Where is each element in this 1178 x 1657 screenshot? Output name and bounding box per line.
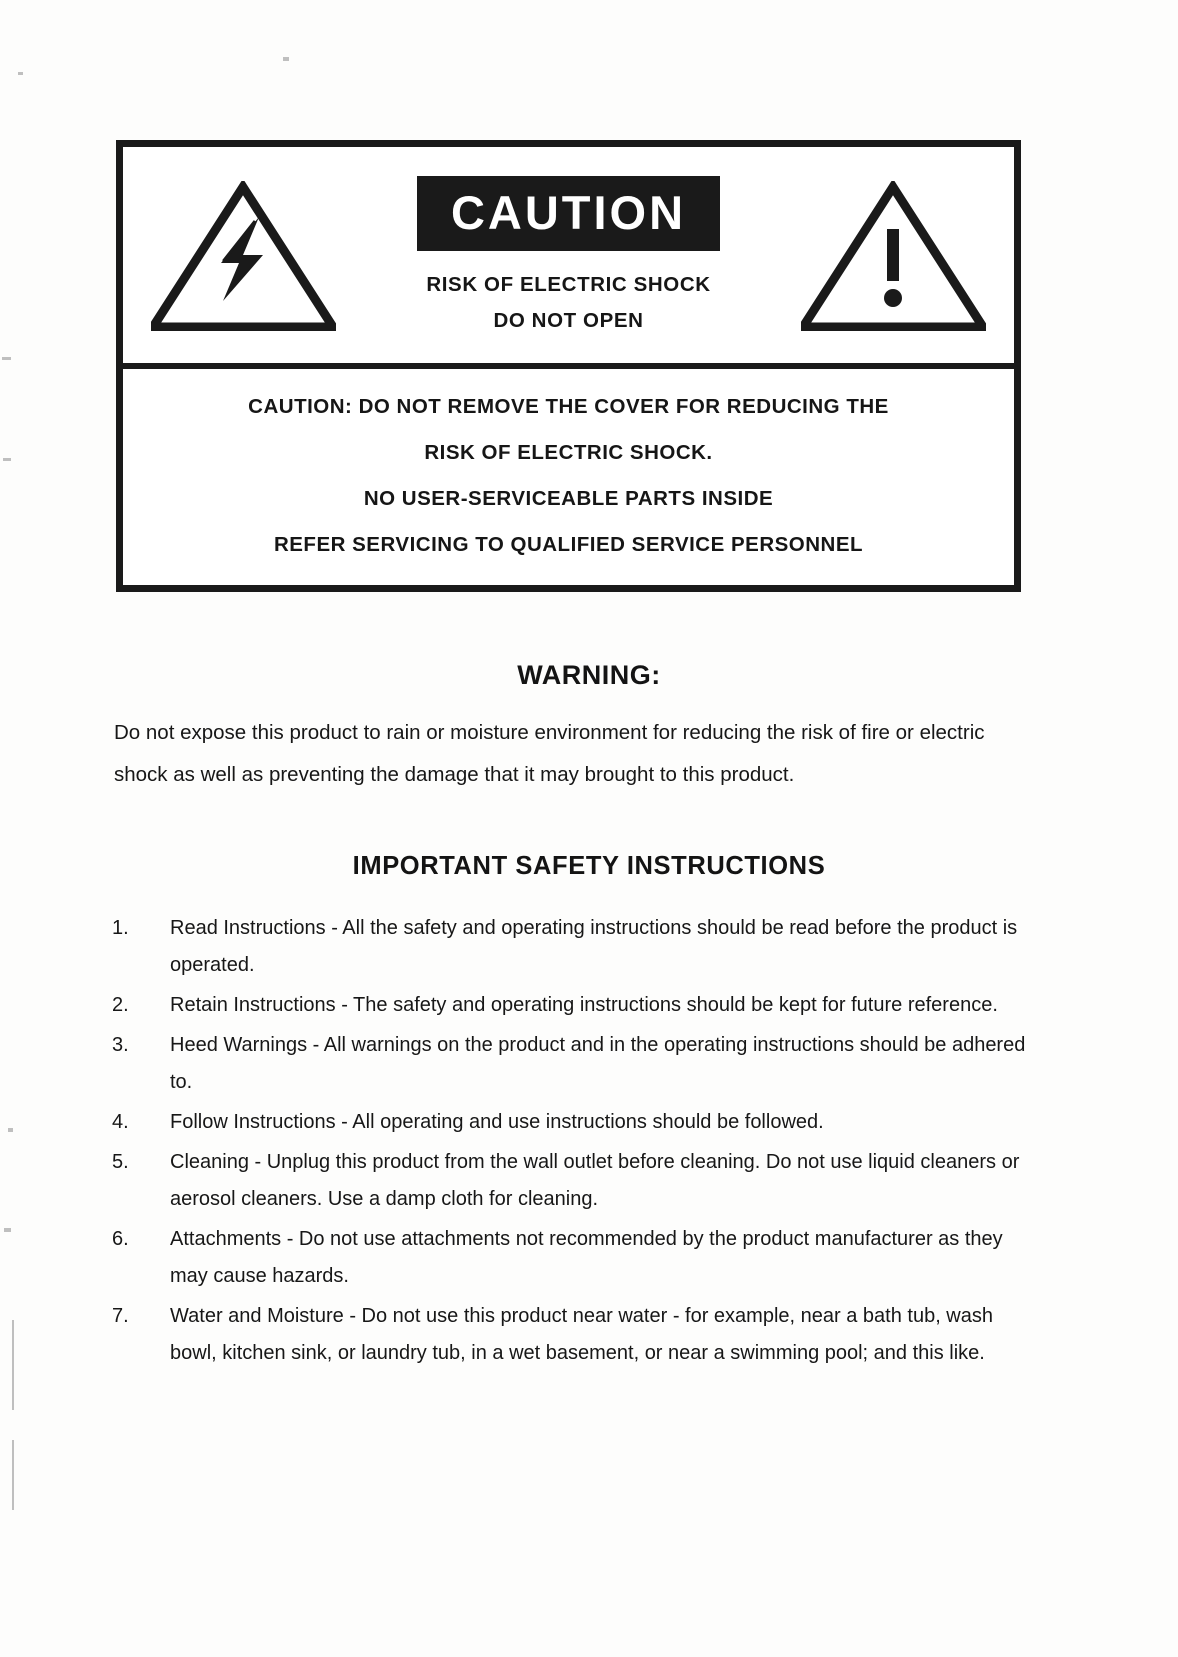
warning-body: Do not expose this product to rain or moisture environment for reducing the risk of fire or electric shock as well as preventing the damage that it may brought to this product. <box>114 721 985 787</box>
warning-heading: WARNING: <box>517 660 661 690</box>
caution-notice <box>123 369 1014 585</box>
caution-notice-line: NO USER-SERVICEABLE PARTS INSIDE <box>363 487 774 510</box>
caution-notice-line: REFER SERVICING TO QUALIFIED SERVICE PERSONNEL <box>273 533 864 556</box>
list-item <box>112 1298 1032 1372</box>
list-item-number: 5. <box>112 1151 129 1173</box>
list-item-number: 7. <box>112 1305 129 1327</box>
scan-speck <box>18 72 23 75</box>
list-item-text: Follow Instructions - All operating and use instructions should be followed. <box>170 1111 824 1133</box>
scan-speck <box>12 1440 14 1510</box>
lightning-bolt-triangle-icon <box>151 181 336 331</box>
scan-speck <box>12 1320 14 1410</box>
list-item <box>112 1144 1032 1218</box>
list-item <box>112 910 1032 984</box>
scan-speck <box>3 458 11 461</box>
list-item-number: 1. <box>112 917 129 939</box>
list-item-number: 2. <box>112 994 129 1016</box>
safety-instructions-heading: IMPORTANT SAFETY INSTRUCTIONS <box>352 852 826 880</box>
scan-speck <box>4 1228 11 1232</box>
list-item-number: 3. <box>112 1034 129 1056</box>
list-item <box>112 1104 1032 1141</box>
exclamation-triangle-icon <box>801 181 986 331</box>
list-item-text: Attachments - Do not use attachments not recommended by the product manufacturer as they may cause hazards. <box>170 1228 1003 1287</box>
list-item <box>112 1027 1032 1101</box>
caution-box-top <box>123 147 1014 369</box>
caution-banner-label: CAUTION <box>417 176 720 251</box>
scan-speck <box>2 357 11 360</box>
safety-instructions-list <box>112 910 1032 1375</box>
list-item <box>112 987 1032 1024</box>
caution-subline-2: DO NOT OPEN <box>493 308 644 332</box>
list-item-number: 4. <box>112 1111 129 1133</box>
list-item-text: Water and Moisture - Do not use this product near water - for example, near a bath tub, wash bowl, kitchen sink, or laundry tub, in a wet basement, or near a swimming pool; and this like. <box>170 1305 993 1364</box>
caution-subline-1: RISK OF ELECTRIC SHOCK <box>426 272 711 296</box>
caution-notice-line: RISK OF ELECTRIC SHOCK. <box>424 441 713 464</box>
caution-center <box>336 176 801 337</box>
scan-speck <box>8 1128 13 1132</box>
list-item-text: Cleaning - Unplug this product from the wall outlet before cleaning. Do not use liquid cleaners or aerosol cleaners. Use a damp cloth for cleaning. <box>170 1151 1020 1210</box>
caution-notice-line: CAUTION: DO NOT REMOVE THE COVER FOR REDUCING THE <box>248 395 889 418</box>
list-item-text: Retain Instructions - The safety and operating instructions should be kept for future reference. <box>170 994 998 1016</box>
list-item-text: Read Instructions - All the safety and operating instructions should be read before the product is operated. <box>170 917 1018 976</box>
list-item <box>112 1221 1032 1295</box>
list-item-number: 6. <box>112 1228 129 1250</box>
scan-speck <box>283 57 289 61</box>
list-item-text: Heed Warnings - All warnings on the product and in the operating instructions should be adhered to. <box>170 1034 1026 1093</box>
caution-box <box>116 140 1021 592</box>
